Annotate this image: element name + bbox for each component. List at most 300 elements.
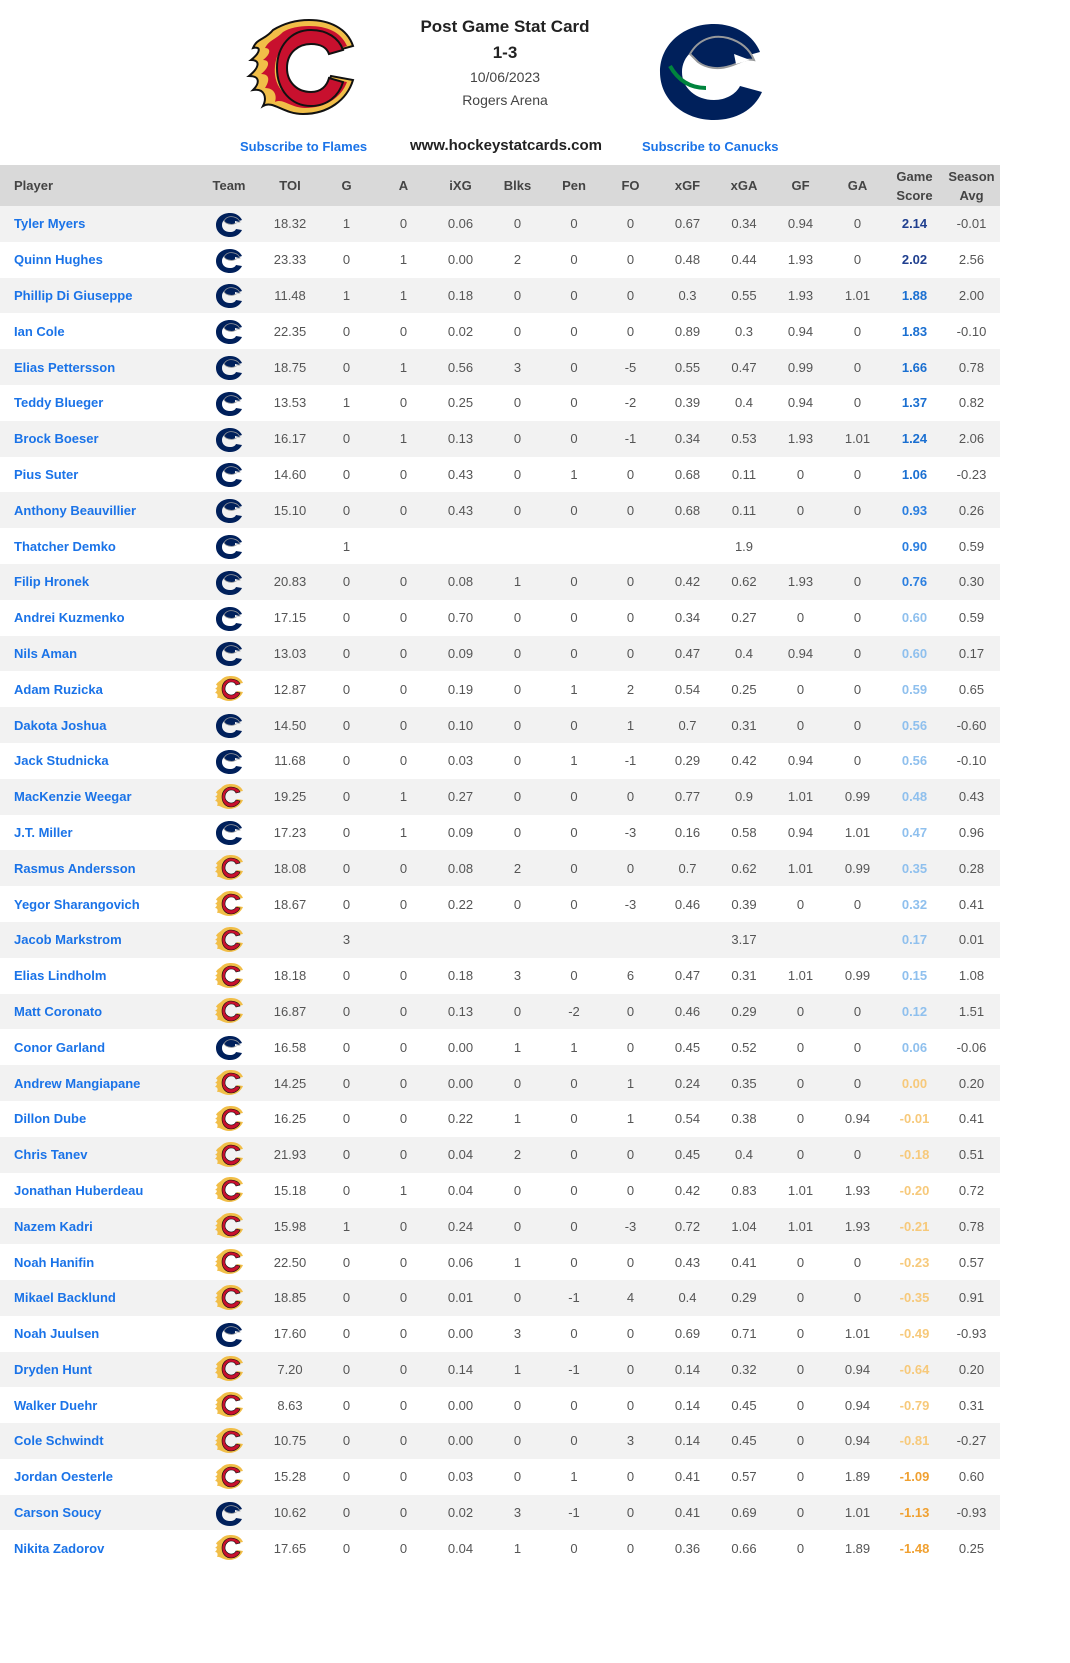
cell-gf: 1.01	[787, 1182, 814, 1198]
cell-game-score: 0.90	[901, 538, 928, 554]
cell-a: 1	[399, 252, 408, 268]
cell-xgf: 0.34	[674, 610, 701, 626]
cell-game-score: 1.06	[901, 466, 928, 482]
cell-season-avg: 2.56	[958, 252, 985, 268]
cell-g: 0	[342, 252, 351, 268]
cell-blks: 3	[513, 968, 522, 984]
cell-g: 0	[342, 1075, 351, 1091]
cell-xgf: 0.16	[674, 824, 701, 840]
cell-xga: 0.66	[731, 1540, 757, 1556]
table-row	[0, 922, 1000, 958]
table-row	[0, 743, 1000, 779]
cell-ga	[829, 922, 886, 958]
cell-season-avg: 2.06	[958, 431, 985, 447]
stats-table	[0, 165, 1000, 1566]
cell-pen: 0	[570, 431, 578, 447]
cell-ixg: 0.00	[447, 1397, 474, 1413]
table-header-row	[0, 165, 1000, 206]
cell-g: 1	[342, 287, 351, 303]
cell-xga: 0.83	[731, 1182, 757, 1198]
cell-toi: 22.35	[273, 323, 307, 339]
final-score: 1-3	[492, 43, 518, 62]
cell-game-score: -0.35	[899, 1290, 930, 1306]
cell-a: 0	[399, 1147, 408, 1163]
cell-ga: 0	[853, 896, 862, 912]
cell-pen: 0	[570, 323, 578, 339]
col-header-blks[interactable]: Blks	[503, 178, 532, 193]
cell-xgf: 0.41	[674, 1505, 701, 1521]
cell-ixg: 0.09	[447, 645, 474, 661]
player-name-link[interactable]: Quinn Hughes	[14, 252, 103, 268]
cell-toi: 12.87	[273, 681, 307, 697]
cell-blks	[489, 528, 546, 564]
player-name-link[interactable]: Nazem Kadri	[14, 1218, 93, 1234]
cell-fo: 6	[626, 968, 635, 984]
cell-a: 1	[399, 1182, 408, 1198]
cell-fo: 0	[626, 1003, 635, 1019]
flames-logo-icon	[196, 886, 262, 922]
player-name-link[interactable]: Jonathan Huberdeau	[14, 1182, 144, 1198]
col-header-season-avg[interactable]: Season Avg	[948, 168, 995, 203]
cell-xga: 0.4	[734, 645, 754, 661]
cell-ga: 0	[853, 1290, 862, 1306]
cell-gf: 1.01	[787, 968, 814, 984]
cell-game-score: 1.66	[901, 359, 928, 375]
cell-game-score: 0.47	[901, 824, 928, 840]
cell-a: 0	[399, 466, 408, 482]
cell-xgf: 0.7	[678, 717, 697, 733]
cell-pen	[546, 528, 602, 564]
col-header-g[interactable]: G	[341, 178, 352, 193]
cell-toi: 11.68	[274, 753, 306, 769]
player-name-link[interactable]: Teddy Blueger	[14, 395, 104, 411]
flames-logo-icon	[196, 1423, 262, 1459]
subscribe-canucks-link[interactable]: Subscribe to Canucks	[642, 139, 779, 154]
canucks-logo-icon	[196, 242, 262, 278]
cell-fo: 0	[626, 860, 635, 876]
cell-game-score: 0.00	[901, 1075, 928, 1091]
cell-toi	[262, 922, 318, 958]
col-header-a[interactable]: A	[398, 178, 409, 193]
cell-season-avg: 0.51	[958, 1147, 985, 1163]
canucks-logo-icon	[196, 707, 262, 743]
cell-toi: 15.10	[273, 502, 307, 518]
cell-xgf: 0.89	[674, 323, 701, 339]
cell-xga: 0.3	[734, 323, 754, 339]
cell-ixg: 0.70	[447, 610, 474, 626]
cell-game-score: 0.15	[901, 968, 928, 984]
player-name-link[interactable]: Phillip Di Giuseppe	[14, 287, 133, 303]
cell-ixg: 0.06	[447, 216, 474, 232]
cell-xga: 0.38	[731, 1111, 757, 1127]
cell-xga: 0.55	[731, 287, 757, 303]
cell-pen: 1	[570, 1469, 578, 1485]
cell-season-avg: 0.28	[958, 860, 985, 876]
cell-toi: 14.50	[273, 717, 307, 733]
player-name-link[interactable]: MacKenzie Weegar	[14, 789, 132, 805]
cell-xgf: 0.4	[678, 1290, 697, 1306]
cell-xga: 0.35	[731, 1075, 757, 1091]
cell-ixg: 0.09	[447, 824, 474, 840]
player-name-link[interactable]: Noah Hanifin	[14, 1254, 95, 1270]
cell-toi: 18.85	[273, 1290, 307, 1306]
cell-gf: 0.99	[787, 359, 814, 375]
cell-g: 0	[342, 1361, 351, 1377]
cell-xga: 0.62	[731, 574, 757, 590]
col-header-ixg[interactable]: iXG	[449, 178, 472, 193]
player-name-link[interactable]: Nikita Zadorov	[14, 1540, 105, 1556]
player-name-link[interactable]: Tyler Myers	[14, 216, 86, 232]
cell-blks: 0	[513, 323, 522, 339]
cell-fo: 1	[626, 1075, 635, 1091]
cell-fo: 0	[626, 610, 635, 626]
cell-gf: 0.94	[787, 323, 814, 339]
cell-xgf: 0.46	[674, 1003, 701, 1019]
cell-blks: 2	[513, 252, 522, 268]
player-name-link[interactable]: Chris Tanev	[14, 1147, 88, 1163]
cell-xga: 0.69	[731, 1505, 757, 1521]
col-header-pen[interactable]: Pen	[562, 178, 586, 193]
cell-ixg	[432, 528, 489, 564]
cell-pen: 0	[570, 574, 578, 590]
cell-season-avg: 0.91	[958, 1290, 985, 1306]
cell-pen: 0	[570, 359, 578, 375]
cell-season-avg: 0.31	[958, 1397, 985, 1413]
cell-season-avg: 0.59	[958, 538, 985, 554]
player-name-link[interactable]: Walker Duehr	[14, 1397, 98, 1413]
cell-pen: 0	[570, 287, 578, 303]
cell-a: 0	[399, 1290, 408, 1306]
cell-g: 0	[342, 896, 351, 912]
cell-g: 0	[342, 1326, 351, 1342]
player-name-link[interactable]: J.T. Miller	[14, 824, 73, 840]
cell-season-avg: 2.00	[958, 287, 985, 303]
cell-fo: 1	[626, 1111, 635, 1127]
canucks-logo-icon	[196, 206, 262, 242]
cell-fo: 0	[626, 645, 635, 661]
cell-ixg: 0.10	[447, 717, 474, 733]
cell-fo: 0	[626, 789, 635, 805]
canucks-logo-icon	[196, 421, 262, 457]
cell-season-avg: 0.78	[958, 359, 985, 375]
cell-a: 0	[399, 1039, 408, 1055]
cell-pen: 0	[570, 1433, 578, 1449]
cell-game-score: 2.02	[901, 252, 928, 268]
cell-ga: 0.99	[844, 968, 871, 984]
cell-xgf: 0.77	[674, 789, 701, 805]
cell-xgf: 0.34	[674, 431, 701, 447]
cell-g: 0	[342, 1433, 351, 1449]
cell-ixg: 0.43	[447, 502, 474, 518]
flames-logo-icon	[196, 1173, 262, 1209]
player-name-link[interactable]: Jacob Markstrom	[14, 932, 122, 948]
player-name-link[interactable]: Andrei Kuzmenko	[14, 610, 125, 626]
table-row	[0, 1173, 1000, 1209]
cell-fo	[602, 922, 659, 958]
cell-g: 0	[342, 789, 351, 805]
cell-a: 0	[399, 1433, 408, 1449]
cell-a: 0	[399, 1326, 408, 1342]
col-header-gf[interactable]: GF	[791, 178, 810, 193]
cell-blks: 0	[513, 753, 522, 769]
cell-toi: 18.08	[273, 860, 307, 876]
player-name-link[interactable]: Yegor Sharangovich	[14, 896, 140, 912]
cell-game-score: -0.64	[899, 1361, 930, 1377]
cell-blks: 1	[513, 574, 522, 590]
player-name-link[interactable]: Jordan Oesterle	[14, 1469, 113, 1485]
cell-ga: 0	[853, 1039, 862, 1055]
player-name-link[interactable]: Andrew Mangiapane	[14, 1075, 141, 1091]
cell-ixg: 0.18	[447, 968, 474, 984]
cell-gf: 1.93	[787, 252, 814, 268]
col-header-player[interactable]: Player	[14, 178, 54, 193]
cell-gf: 0	[796, 1290, 805, 1306]
cell-game-score: -1.48	[899, 1540, 930, 1556]
cell-fo: 0	[626, 323, 635, 339]
cell-a: 0	[399, 968, 408, 984]
cell-blks: 2	[513, 1147, 522, 1163]
cell-ixg: 0.01	[447, 1290, 474, 1306]
cell-g: 0	[342, 968, 351, 984]
player-name-link[interactable]: Adam Ruzicka	[14, 681, 103, 697]
cell-blks: 1	[513, 1039, 522, 1055]
player-name-link[interactable]: Rasmus Andersson	[14, 860, 136, 876]
cell-game-score: 0.12	[901, 1003, 928, 1019]
cell-pen: 0	[570, 824, 578, 840]
col-header-team[interactable]: Team	[212, 178, 246, 193]
cell-game-score: 0.32	[901, 896, 928, 912]
cell-pen: 0	[570, 1254, 578, 1270]
table-row	[0, 850, 1000, 886]
cell-pen: 0	[570, 610, 578, 626]
cell-g: 1	[342, 216, 351, 232]
table-row	[0, 385, 1000, 421]
cell-ixg: 0.08	[447, 860, 474, 876]
cell-pen: -1	[568, 1505, 580, 1521]
cell-ixg: 0.03	[447, 753, 474, 769]
cell-fo: -1	[624, 431, 637, 447]
cell-game-score: 0.59	[901, 681, 928, 697]
cell-blks: 0	[513, 466, 522, 482]
cell-gf: 1.93	[787, 574, 814, 590]
col-header-toi[interactable]: TOI	[279, 178, 301, 193]
col-header-xgf[interactable]: xGF	[674, 178, 701, 193]
cell-blks: 0	[513, 1397, 522, 1413]
cell-game-score: -0.49	[899, 1326, 930, 1342]
cell-a: 1	[399, 789, 408, 805]
cell-g: 0	[342, 1039, 351, 1055]
player-name-link[interactable]: Dillon Dube	[14, 1111, 87, 1127]
cell-a: 0	[399, 1254, 408, 1270]
col-header-xga[interactable]: xGA	[730, 178, 758, 193]
cell-xga: 0.42	[731, 753, 757, 769]
cell-pen: 0	[570, 645, 578, 661]
player-name-link[interactable]: Filip Hronek	[14, 574, 90, 590]
cell-pen: -1	[568, 1290, 580, 1306]
cell-gf: 1.93	[787, 431, 814, 447]
player-name-link[interactable]: Anthony Beauvillier	[14, 502, 137, 518]
cell-g: 0	[342, 1290, 351, 1306]
cell-blks: 0	[513, 1003, 522, 1019]
cell-toi: 15.18	[273, 1182, 307, 1198]
cell-xgf: 0.36	[674, 1540, 701, 1556]
flames-logo-icon	[196, 779, 262, 815]
cell-gf	[772, 528, 829, 564]
cell-fo: 0	[626, 574, 635, 590]
flames-logo-icon	[196, 1244, 262, 1280]
player-name-link[interactable]: Pius Suter	[14, 466, 79, 482]
cell-fo: 4	[626, 1290, 635, 1306]
cell-a	[375, 922, 432, 958]
cell-xgf	[659, 528, 716, 564]
player-name-link[interactable]: Matt Coronato	[14, 1003, 103, 1019]
cell-game-score: 1.88	[901, 287, 928, 303]
cell-season-avg: 0.78	[958, 1218, 985, 1234]
table-row	[0, 1495, 1000, 1531]
cell-g: 0	[342, 681, 351, 697]
cell-pen: 1	[570, 753, 578, 769]
cell-ixg: 0.18	[447, 287, 474, 303]
cell-ga: 1.01	[844, 824, 871, 840]
cell-fo: 0	[626, 216, 635, 232]
cell-ga: 0.94	[844, 1397, 871, 1413]
cell-ixg: 0.13	[447, 431, 474, 447]
cell-xga: 1.04	[731, 1218, 757, 1234]
canucks-logo-icon	[196, 528, 262, 564]
cell-xgf: 0.69	[674, 1326, 701, 1342]
cell-blks: 1	[513, 1540, 522, 1556]
cell-xga: 0.11	[731, 466, 757, 482]
col-header-game-score[interactable]: Game Score	[896, 168, 933, 203]
cell-ga: 0	[853, 216, 862, 232]
canucks-logo-icon	[196, 564, 262, 600]
table-row	[0, 815, 1000, 851]
table-row	[0, 1459, 1000, 1495]
cell-blks: 0	[513, 287, 522, 303]
player-name-link[interactable]: Mikael Backlund	[14, 1290, 116, 1306]
cell-a: 0	[399, 1469, 408, 1485]
cell-gf: 1.01	[787, 1218, 814, 1234]
cell-blks: 0	[513, 1182, 522, 1198]
cell-ixg: 0.25	[447, 395, 474, 411]
cell-ga: 0.94	[844, 1433, 871, 1449]
cell-xgf: 0.24	[674, 1075, 701, 1091]
canucks-logo-icon	[196, 743, 262, 779]
cell-game-score: -0.01	[899, 1111, 930, 1127]
player-name-link[interactable]: Thatcher Demko	[14, 538, 116, 554]
player-name-link[interactable]: Dryden Hunt	[14, 1361, 92, 1377]
player-name-link[interactable]: Ian Cole	[14, 323, 65, 339]
cell-toi: 18.75	[273, 359, 307, 375]
cell-gf: 0	[796, 1326, 805, 1342]
player-name-link[interactable]: Nils Aman	[14, 645, 78, 661]
cell-game-score: 0.60	[901, 645, 928, 661]
cell-season-avg: 0.60	[958, 1469, 985, 1485]
cell-ga: 1.01	[844, 1505, 871, 1521]
cell-gf: 0	[796, 610, 805, 626]
cell-a: 0	[399, 323, 408, 339]
stat-card-header	[0, 0, 990, 165]
col-header-ga[interactable]: GA	[847, 178, 868, 193]
cell-game-score: 0.48	[901, 789, 928, 805]
cell-xga: 0.29	[731, 1290, 757, 1306]
flames-logo-icon	[196, 1280, 262, 1316]
player-name-link[interactable]: Noah Juulsen	[14, 1326, 100, 1342]
col-header-fo[interactable]: FO	[621, 178, 640, 193]
flames-logo-icon	[196, 850, 262, 886]
cell-toi: 23.33	[273, 252, 307, 268]
flames-logo-icon	[196, 1208, 262, 1244]
player-name-link[interactable]: Dakota Joshua	[14, 717, 107, 733]
cell-season-avg: 0.41	[958, 1111, 985, 1127]
cell-game-score: 0.56	[901, 753, 928, 769]
cell-season-avg: 0.01	[958, 932, 985, 948]
cell-xga: 0.39	[731, 896, 757, 912]
cell-blks: 0	[513, 431, 522, 447]
table-row	[0, 958, 1000, 994]
table-row	[0, 1530, 1000, 1566]
player-name-link[interactable]: Cole Schwindt	[14, 1433, 104, 1449]
player-name-link[interactable]: Jack Studnicka	[14, 753, 109, 769]
cell-gf: 0	[796, 896, 805, 912]
cell-ixg: 0.08	[447, 574, 474, 590]
cell-ixg: 0.22	[447, 1111, 474, 1127]
cell-pen: 0	[570, 1540, 578, 1556]
player-name-link[interactable]: Brock Boeser	[14, 431, 99, 447]
cell-xga: 0.41	[731, 1254, 757, 1270]
player-name-link[interactable]: Elias Lindholm	[14, 968, 107, 984]
cell-xga: 3.17	[731, 932, 757, 948]
cell-ixg: 0.27	[447, 789, 474, 805]
cell-a: 0	[399, 610, 408, 626]
flames-logo-icon	[196, 1352, 262, 1388]
cell-a: 0	[399, 681, 408, 697]
cell-season-avg: -0.01	[956, 216, 987, 232]
cell-game-score: 1.37	[901, 395, 928, 411]
cell-ga: 0	[853, 753, 862, 769]
subscribe-flames-link[interactable]: Subscribe to Flames	[240, 139, 368, 154]
cell-game-score: 0.93	[901, 502, 928, 518]
player-name-link[interactable]: Carson Soucy	[14, 1505, 102, 1521]
canucks-logo-icon	[196, 278, 262, 314]
table-row	[0, 779, 1000, 815]
flames-logo-icon	[196, 671, 262, 707]
cell-a: 0	[399, 574, 408, 590]
cell-ga: 1.93	[844, 1182, 871, 1198]
player-name-link[interactable]: Elias Pettersson	[14, 359, 116, 375]
cell-toi: 17.15	[273, 610, 307, 626]
cell-toi: 19.25	[273, 789, 307, 805]
cell-pen: 1	[570, 1039, 578, 1055]
table-row	[0, 707, 1000, 743]
cell-g: 0	[342, 645, 351, 661]
cell-fo: 0	[626, 502, 635, 518]
cell-a: 1	[399, 287, 408, 303]
cell-gf: 0	[796, 1540, 805, 1556]
table-row	[0, 457, 1000, 493]
flames-logo-icon	[196, 958, 262, 994]
cell-g: 0	[342, 1397, 351, 1413]
cell-fo: 0	[626, 1039, 635, 1055]
cell-ga: 1.01	[844, 1326, 871, 1342]
cell-toi: 18.67	[273, 896, 307, 912]
cell-g: 0	[342, 860, 351, 876]
player-name-link[interactable]: Conor Garland	[14, 1039, 106, 1055]
cell-fo: -3	[624, 896, 637, 912]
cell-a: 0	[399, 1505, 408, 1521]
cell-xga: 0.32	[731, 1361, 757, 1377]
cell-blks: 0	[513, 645, 522, 661]
